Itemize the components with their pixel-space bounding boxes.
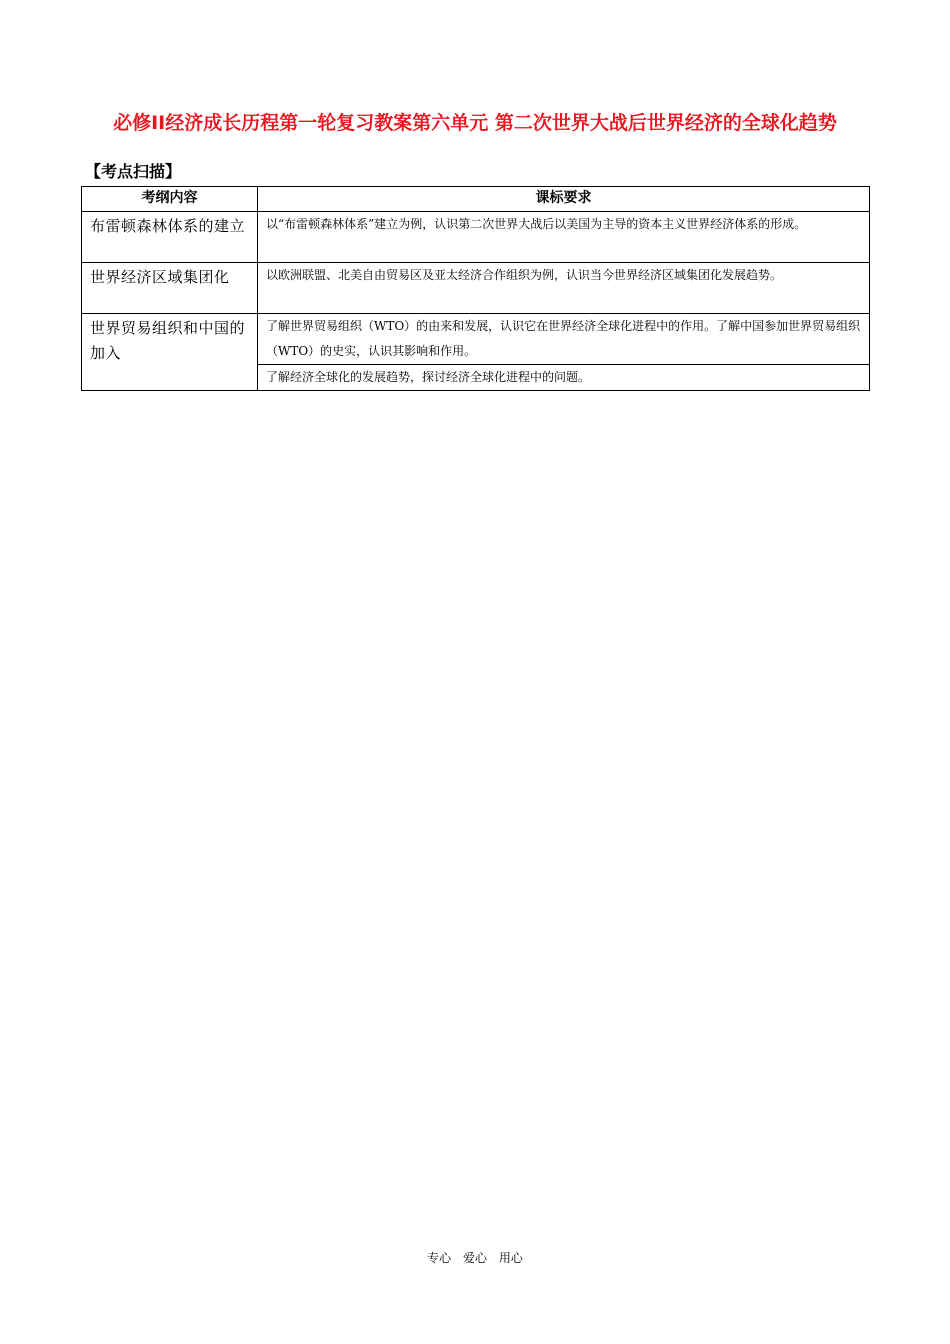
table-header-row <box>82 187 870 212</box>
footer-item: 专心 <box>427 1251 452 1265</box>
header-curriculum-requirement: 课标要求 <box>258 187 870 212</box>
topic-cell: 布雷顿森林体系的建立 <box>82 212 258 263</box>
requirement-cell: 了解经济全球化的发展趋势，探讨经济全球化进程中的问题。 <box>258 365 870 391</box>
footer-item: 爱心 <box>462 1251 487 1265</box>
page-title: 必修II经济成长历程第一轮复习教案第六单元 第二次世界大战后世界经济的全球化趋势 <box>113 112 837 134</box>
topic-cell: 世界经济区域集团化 <box>82 263 258 314</box>
topic-cell: 世界贸易组织和中国的加入 <box>82 314 258 391</box>
table-row <box>82 212 870 263</box>
requirement-cell: 了解世界贸易组织（WTO）的由来和发展，认识它在世界经济全球化进程中的作用。了解中国参加世界贸易组织（WTO）的史实，认识其影响和作用。 <box>258 314 870 365</box>
requirement-cell: 以“布雷顿森林体系”建立为例，认识第二次世界大战后以美国为主导的资本主义世界经济体系的形成。 <box>258 212 870 263</box>
header-outline-content: 考纲内容 <box>82 187 258 212</box>
syllabus-table <box>81 186 870 391</box>
section-heading: 【考点扫描】 <box>85 162 182 181</box>
table-row <box>82 314 870 365</box>
page-footer <box>0 1249 950 1267</box>
requirement-cell: 以欧洲联盟、北美自由贸易区及亚太经济合作组织为例，认识当今世界经济区域集团化发展趋势。 <box>258 263 870 314</box>
table-row <box>82 263 870 314</box>
footer-item: 用心 <box>498 1251 523 1265</box>
